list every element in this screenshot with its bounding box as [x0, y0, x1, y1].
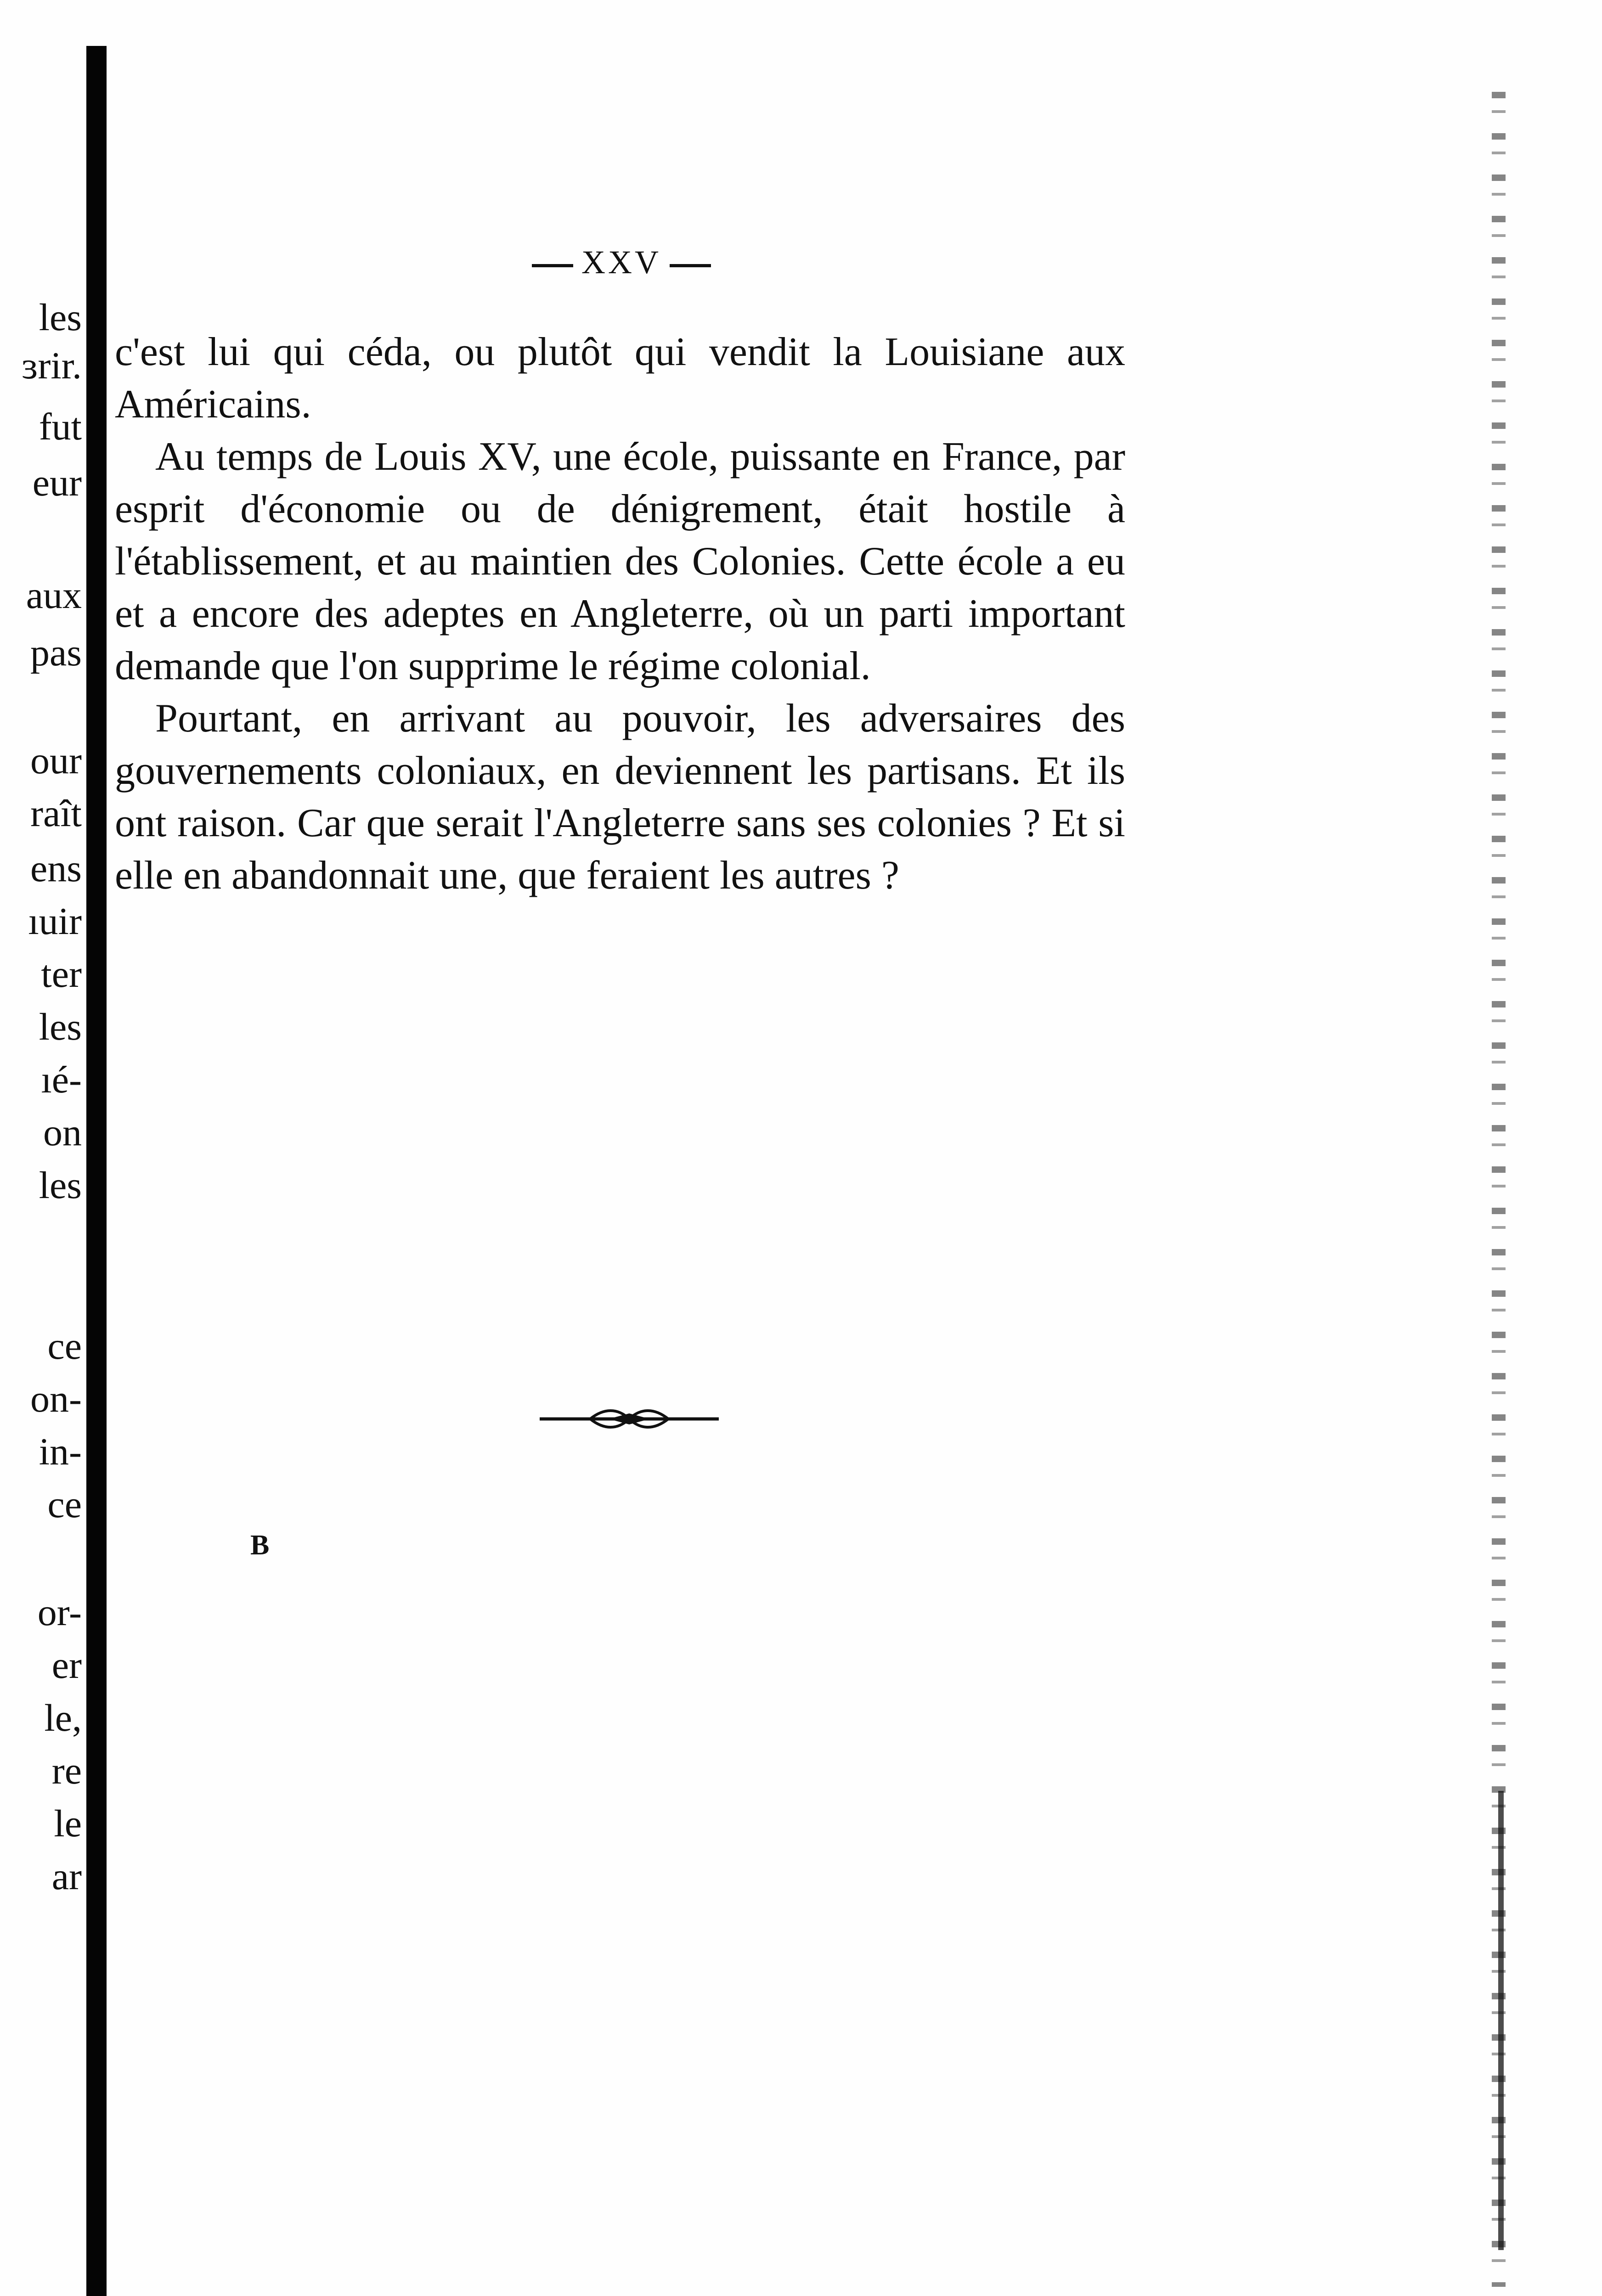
paragraph: Pourtant, en arrivant au pouvoir, les adversaires des gouvernements coloniaux, en deviennent les partisans. Et ils ont raison. Car que serait l'Angleterre sans ses colonies ? Et si elle en abandonnait une, que feraient les autres ? — [115, 696, 1125, 898]
left-fragment: ter — [41, 953, 82, 996]
left-fragment: le — [54, 1802, 82, 1845]
page-edge-shadow-dark — [1498, 1791, 1504, 2250]
left-fragment: raît — [30, 792, 82, 835]
body-text — [115, 326, 1125, 902]
paragraph: Au temps de Louis XV, une école, puissante en France, par esprit d'économie ou de dénigrement, était hostile à l'établissement, et au maintien des Colonies. Cette école a eu et a encore des adeptes en Angleterre, où un parti important demande que l'on supprime le régime colonial. — [115, 434, 1125, 688]
left-fragment: les — [39, 1006, 82, 1048]
left-fragment: aux — [26, 574, 82, 617]
left-fragment: ar — [51, 1855, 82, 1898]
signature-mark: B — [250, 1530, 270, 1561]
left-fragment: on- — [30, 1378, 82, 1420]
left-fragment: er — [51, 1644, 82, 1687]
left-fragment: ıé- — [41, 1058, 82, 1101]
header-dash-left — [532, 264, 573, 267]
header-dash-right — [670, 264, 711, 267]
binding-gutter — [86, 46, 107, 2296]
left-fragment: our — [30, 739, 82, 782]
page-header — [524, 243, 719, 281]
left-fragment: ɜrir. — [22, 344, 82, 387]
left-fragment: les — [39, 1164, 82, 1207]
left-fragment: ens — [30, 847, 82, 890]
left-fragment: ıuir — [28, 900, 82, 943]
left-fragment: on — [43, 1111, 82, 1154]
left-fragment: in- — [39, 1430, 82, 1473]
left-fragment: ce — [47, 1325, 82, 1367]
paragraph: c'est lui qui céda, ou plutôt qui vendit la Louisiane aux Américains. — [115, 330, 1125, 427]
left-fragment: pas — [30, 631, 82, 674]
left-fragment: re — [51, 1750, 82, 1792]
left-fragment: les — [39, 296, 82, 339]
page-number: XXV — [581, 244, 661, 281]
left-fragment: ce — [47, 1483, 82, 1526]
left-fragment: le, — [44, 1697, 82, 1739]
left-fragment: fut — [39, 405, 82, 448]
left-fragment: or- — [37, 1591, 82, 1634]
left-fragment: eur — [32, 461, 82, 504]
ornamental-divider-icon — [540, 1405, 719, 1433]
